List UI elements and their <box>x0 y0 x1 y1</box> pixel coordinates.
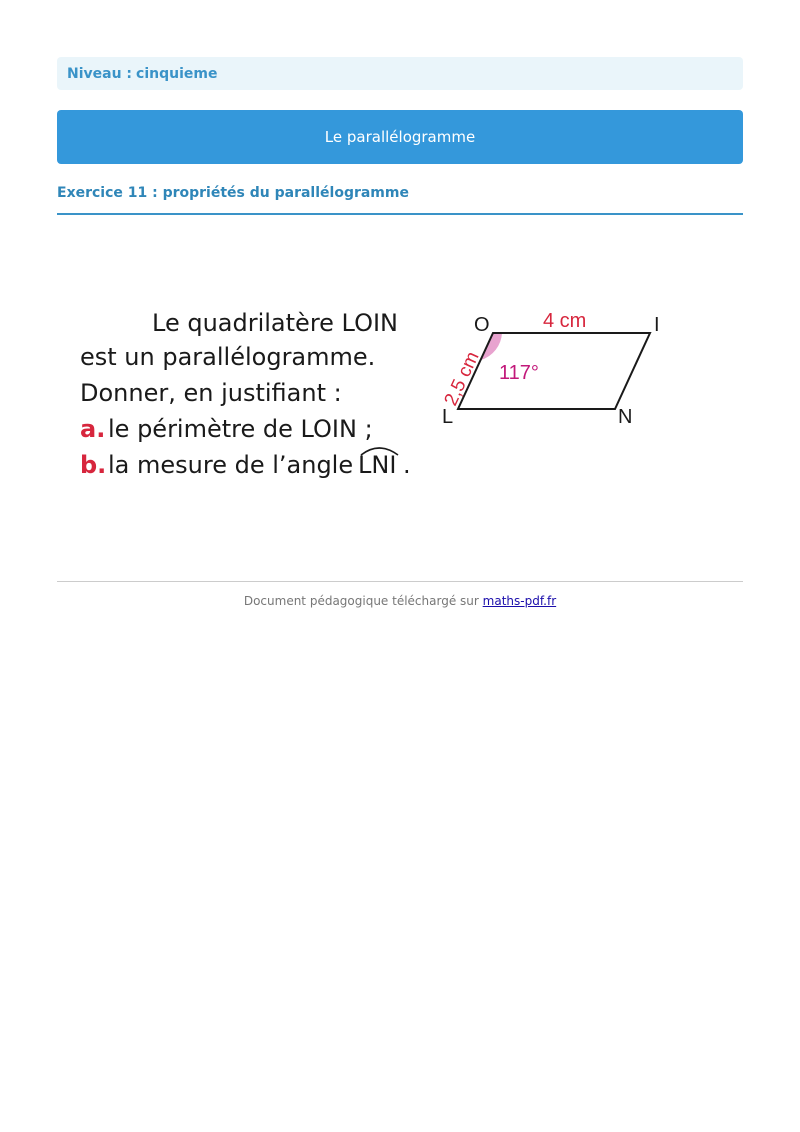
item-b-text: la mesure de l’angle <box>108 451 354 479</box>
item-a-marker: a. <box>80 415 106 443</box>
item-b-end: . <box>403 451 411 479</box>
page-title: Le parallélogramme <box>324 128 476 146</box>
vertex-i-label: I <box>654 314 660 336</box>
vertex-l-label: L <box>442 406 454 428</box>
item-b-angle: LNI <box>358 451 397 479</box>
level-value: cinquieme <box>136 65 218 82</box>
level-box <box>57 57 743 90</box>
exercise-title: Exercice 11 : propriétés du parallélogramme <box>57 185 409 201</box>
footer-text: Document pédagogique téléchargé sur <box>243 594 479 608</box>
side-lo-label: 2,5 cm <box>440 348 484 410</box>
footer-divider <box>57 581 743 582</box>
footer-link[interactable]: maths-pdf.fr <box>482 594 557 608</box>
exercise-figure <box>70 295 690 495</box>
side-oi-label: 4 cm <box>543 310 587 332</box>
page-title-banner <box>57 110 743 164</box>
vertex-n-label: N <box>618 406 633 428</box>
item-b-marker: b. <box>80 451 107 479</box>
item-a-text: le périmètre de LOIN ; <box>108 415 373 443</box>
footer <box>57 594 743 608</box>
vertex-o-label: O <box>474 314 490 336</box>
level-label: Niveau : <box>67 65 133 82</box>
statement-line-3: Donner, en justifiant : <box>80 379 342 407</box>
statement-line-2: est un parallélogramme. <box>80 343 376 371</box>
statement-line-1: Le quadrilatère LOIN <box>152 309 398 337</box>
parallelogram-shape <box>458 333 650 409</box>
exercise-heading <box>57 185 743 215</box>
angle-o-label: 117° <box>499 362 539 384</box>
exercise-svg <box>70 295 690 495</box>
